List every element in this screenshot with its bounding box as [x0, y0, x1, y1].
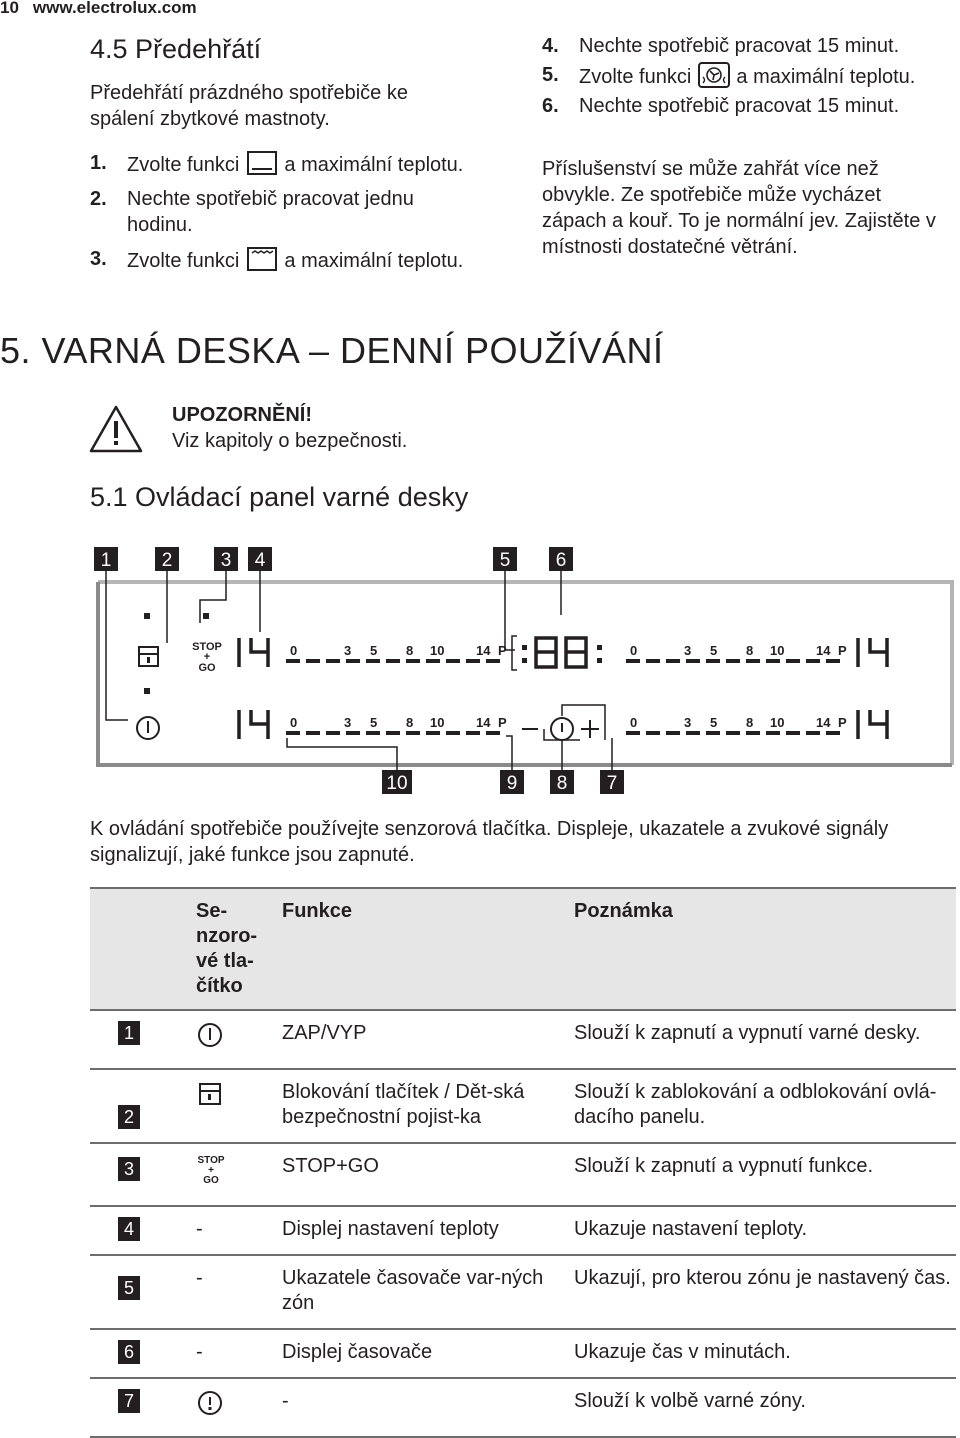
- scale-segment: [686, 731, 700, 735]
- timer-controls[interactable]: [522, 705, 605, 740]
- warning-icon: [88, 404, 144, 454]
- table-row: [90, 1378, 956, 1437]
- temp-display-bottom-right: [858, 710, 887, 739]
- row-note: Slouží k volbě varné zóny.: [574, 1378, 956, 1437]
- table-row: [90, 1255, 956, 1329]
- row-number: 4: [118, 1217, 140, 1241]
- svg-text:10: 10: [386, 773, 408, 794]
- scale-tick-label: 10: [430, 715, 445, 730]
- scale-segment: [446, 731, 460, 735]
- warning-title: UPOZORNĚNÍ!: [172, 404, 312, 426]
- row-sensor: -: [196, 1255, 282, 1329]
- scale-tick-label: 5: [370, 643, 378, 658]
- header-note: Poznámka: [574, 888, 956, 1010]
- scale-segment: [786, 659, 800, 663]
- scale-segment: [806, 659, 820, 663]
- preheat-steps-left: [90, 150, 470, 282]
- svg-text:9: 9: [506, 773, 518, 794]
- row-note: Slouží k zablokování a odblokování ovlá-dacího panelu.: [574, 1069, 956, 1143]
- row-function: STOP+GO: [282, 1143, 574, 1206]
- scale-tick-label: 0: [630, 643, 638, 658]
- scale-tick-label: 8: [746, 643, 754, 658]
- scale-segment: [286, 731, 300, 735]
- temp-display-bottom-left: [239, 710, 268, 739]
- row-note: Ukazuje nastavení teploty.: [574, 1206, 956, 1255]
- scale-segment: [626, 659, 640, 663]
- scale-segment: [366, 731, 380, 735]
- scale-segment: [826, 731, 840, 735]
- scale-segment: [346, 659, 360, 663]
- scale-top-right[interactable]: [626, 643, 847, 663]
- scale-segment: [646, 731, 660, 735]
- section-heading-preheat: 4.5 Předehřátí: [90, 34, 262, 64]
- scale-tick-label: 8: [406, 643, 414, 658]
- timer-display: [512, 636, 602, 670]
- scale-segment: [706, 731, 720, 735]
- row-number: 2: [118, 1105, 140, 1129]
- header-function: Funkce: [282, 888, 574, 1010]
- scale-tick-label: 0: [290, 715, 298, 730]
- scale-segment: [326, 731, 340, 735]
- page-header: [0, 0, 197, 18]
- step-3: 3. Zvolte funkci a maximální teplotu.: [90, 248, 464, 272]
- svg-text:GO: GO: [198, 662, 216, 674]
- callout-8: [550, 770, 574, 794]
- scale-segment: [366, 659, 380, 663]
- scale-segment: [486, 659, 500, 663]
- callout-1: [94, 547, 118, 571]
- scale-top-left[interactable]: [286, 643, 507, 663]
- scale-tick-label: 0: [290, 643, 298, 658]
- power-sensor-icon[interactable]: [137, 717, 159, 739]
- scale-segment: [646, 659, 660, 663]
- lock-icon: [196, 1080, 224, 1108]
- svg-text:STOP: STOP: [192, 641, 222, 653]
- scale-tick-label: 14: [816, 643, 831, 658]
- scale-tick-label: 10: [430, 643, 445, 658]
- scale-tick-label: 10: [770, 643, 785, 658]
- scale-segment: [826, 659, 840, 663]
- row-function: Ukazatele časovače var-ných zón: [282, 1255, 574, 1329]
- callout-10: [382, 770, 412, 794]
- scale-segment: [346, 731, 360, 735]
- row-function: Blokování tlačítek / Dět-ská bezpečnostní pojist-ka: [282, 1069, 574, 1143]
- row-number: 1: [118, 1021, 140, 1045]
- row-note: Slouží k zapnutí a vypnutí varné desky.: [574, 1010, 956, 1069]
- svg-text:3: 3: [220, 550, 232, 571]
- control-panel-diagram: [0, 540, 960, 800]
- svg-text:+: +: [203, 651, 211, 663]
- step-2: 2. Nechte spotřebič pracovat jednu hodinu.: [90, 188, 414, 236]
- warning-text: Viz kapitoly o bezpečnosti.: [172, 430, 408, 452]
- scale-tick-label: 14: [476, 643, 491, 658]
- row-note: Ukazuje čas v minutách.: [574, 1329, 956, 1378]
- callout-5: [493, 547, 517, 571]
- svg-text:7: 7: [606, 773, 618, 794]
- svg-text:1: 1: [100, 550, 112, 571]
- scale-segment: [786, 731, 800, 735]
- scale-segment: [806, 731, 820, 735]
- scale-segment: [426, 659, 440, 663]
- row-number: 5: [118, 1276, 140, 1300]
- svg-text:+: +: [208, 1165, 214, 1176]
- chapter-title: 5. VARNÁ DESKA – DENNÍ POUŽÍVÁNÍ: [0, 330, 664, 371]
- lock-sensor-icon[interactable]: [139, 647, 158, 666]
- table-row: [90, 1143, 956, 1206]
- scale-tick-label: 3: [684, 715, 692, 730]
- svg-text:STOP: STOP: [197, 1155, 225, 1166]
- svg-text:5: 5: [499, 550, 511, 571]
- preheat-steps-right: [542, 33, 942, 127]
- scale-p-label: P: [838, 643, 847, 658]
- callout-3: [214, 547, 238, 571]
- fan-heat-icon: [697, 62, 731, 88]
- row-function: Displej časovače: [282, 1329, 574, 1378]
- row-number: 3: [118, 1157, 140, 1181]
- table-row: [90, 1069, 956, 1143]
- scale-segment: [726, 731, 740, 735]
- scale-tick-label: 14: [476, 715, 491, 730]
- svg-text:8: 8: [556, 773, 568, 794]
- row-function: Displej nastavení teploty: [282, 1206, 574, 1255]
- table-header-row: [90, 888, 956, 1010]
- scale-p-label: P: [498, 715, 507, 730]
- scale-segment: [286, 659, 300, 663]
- scale-segment: [406, 731, 420, 735]
- scale-segment: [446, 659, 460, 663]
- row-function: ZAP/VYP: [282, 1010, 574, 1069]
- scale-tick-label: 14: [816, 715, 831, 730]
- header-num: [90, 888, 196, 1010]
- step-6: 6. Nechte spotřebič pracovat 15 minut.: [542, 95, 900, 117]
- scale-segment: [426, 731, 440, 735]
- scale-segment: [746, 659, 760, 663]
- scale-segment: [386, 731, 400, 735]
- scale-tick-label: 3: [344, 643, 352, 658]
- temp-display-top-left: [239, 638, 268, 667]
- scale-segment: [726, 659, 740, 663]
- zone-select-icon: [196, 1389, 224, 1417]
- svg-text:6: 6: [555, 550, 567, 571]
- header-sensor: Se- nzoro- vé tla- čítko: [196, 888, 282, 1010]
- callout-7: [600, 770, 624, 794]
- top-bottom-heat-icon: [245, 150, 279, 176]
- callout-4: [248, 547, 272, 571]
- svg-text:2: 2: [161, 550, 173, 571]
- section-heading-control-panel: 5.1 Ovládací panel varné desky: [90, 482, 469, 512]
- step-5: 5. Zvolte funkci a maximální teplotu.: [542, 64, 916, 88]
- row-sensor: -: [196, 1329, 282, 1378]
- callout-6: [549, 547, 573, 571]
- page-number: 10: [0, 0, 19, 17]
- stop-go-sensor-icon[interactable]: [192, 641, 222, 674]
- scale-segment: [486, 731, 500, 735]
- scale-segment: [626, 731, 640, 735]
- scale-p-label: P: [838, 715, 847, 730]
- scale-tick-label: 8: [746, 715, 754, 730]
- control-panel-description: K ovládání spotřebiče používejte senzorová tlačítka. Displeje, ukazatele a zvukové signály signalizují, jaké funkce jsou zapnuté.: [90, 818, 889, 866]
- scale-segment: [466, 731, 480, 735]
- scale-segment: [706, 659, 720, 663]
- scale-segment: [306, 731, 320, 735]
- preheat-intro: Předehřátí prázdného spotřebiče ke spálení zbytkové mastnoty.: [90, 82, 408, 130]
- scale-segment: [306, 659, 320, 663]
- scale-tick-label: 8: [406, 715, 414, 730]
- stop-go-icon: [196, 1154, 230, 1186]
- table-row: [90, 1329, 956, 1378]
- scale-tick-label: 5: [370, 715, 378, 730]
- scale-segment: [666, 731, 680, 735]
- scale-tick-label: 5: [710, 715, 718, 730]
- scale-p-label: P: [498, 643, 507, 658]
- callout-9: [500, 770, 524, 794]
- svg-text:GO: GO: [203, 1175, 219, 1186]
- row-note: Slouží k zapnutí a vypnutí funkce.: [574, 1143, 956, 1206]
- callouts-bottom: [382, 770, 624, 794]
- scale-segment: [386, 659, 400, 663]
- row-note: Ukazují, pro kterou zónu je nastavený čas.: [574, 1255, 956, 1329]
- step-1: 1. Zvolte funkci a maximální teplotu.: [90, 152, 464, 176]
- scale-segment: [666, 659, 680, 663]
- scale-tick-label: 10: [770, 715, 785, 730]
- scale-tick-label: 0: [630, 715, 638, 730]
- table-row: [90, 1206, 956, 1255]
- temp-display-top-right: [858, 638, 887, 667]
- top-heat-icon: [245, 246, 279, 272]
- scale-segment: [406, 659, 420, 663]
- scale-tick-label: 3: [684, 643, 692, 658]
- scale-segment: [766, 659, 780, 663]
- row-function: -: [282, 1378, 574, 1437]
- scale-segment: [326, 659, 340, 663]
- scale-bottom-right[interactable]: [626, 715, 847, 735]
- power-icon: [196, 1021, 224, 1049]
- svg-text:4: 4: [254, 550, 266, 571]
- scale-tick-label: 3: [344, 715, 352, 730]
- preheat-note: Příslušenství se může zahřát více než obvykle. Ze spotřebiče může vycházet zápach a kouř. To je normální jev. Zajistěte v místnosti dostatečné větrání.: [542, 158, 936, 258]
- row-number: 7: [118, 1389, 140, 1413]
- scale-segment: [686, 659, 700, 663]
- row-number: 6: [118, 1340, 140, 1364]
- scale-tick-label: 5: [710, 643, 718, 658]
- scale-segment: [466, 659, 480, 663]
- scale-segment: [746, 731, 760, 735]
- scale-segment: [766, 731, 780, 735]
- step-4: 4. Nechte spotřebič pracovat 15 minut.: [542, 35, 900, 57]
- callout-2: [155, 547, 179, 571]
- row-sensor: -: [196, 1206, 282, 1255]
- table-row: [90, 1010, 956, 1069]
- scale-bottom-left[interactable]: [286, 715, 507, 735]
- callouts-top: [94, 547, 573, 571]
- sensor-table: [90, 887, 956, 1438]
- site-url[interactable]: www.electrolux.com: [32, 0, 197, 17]
